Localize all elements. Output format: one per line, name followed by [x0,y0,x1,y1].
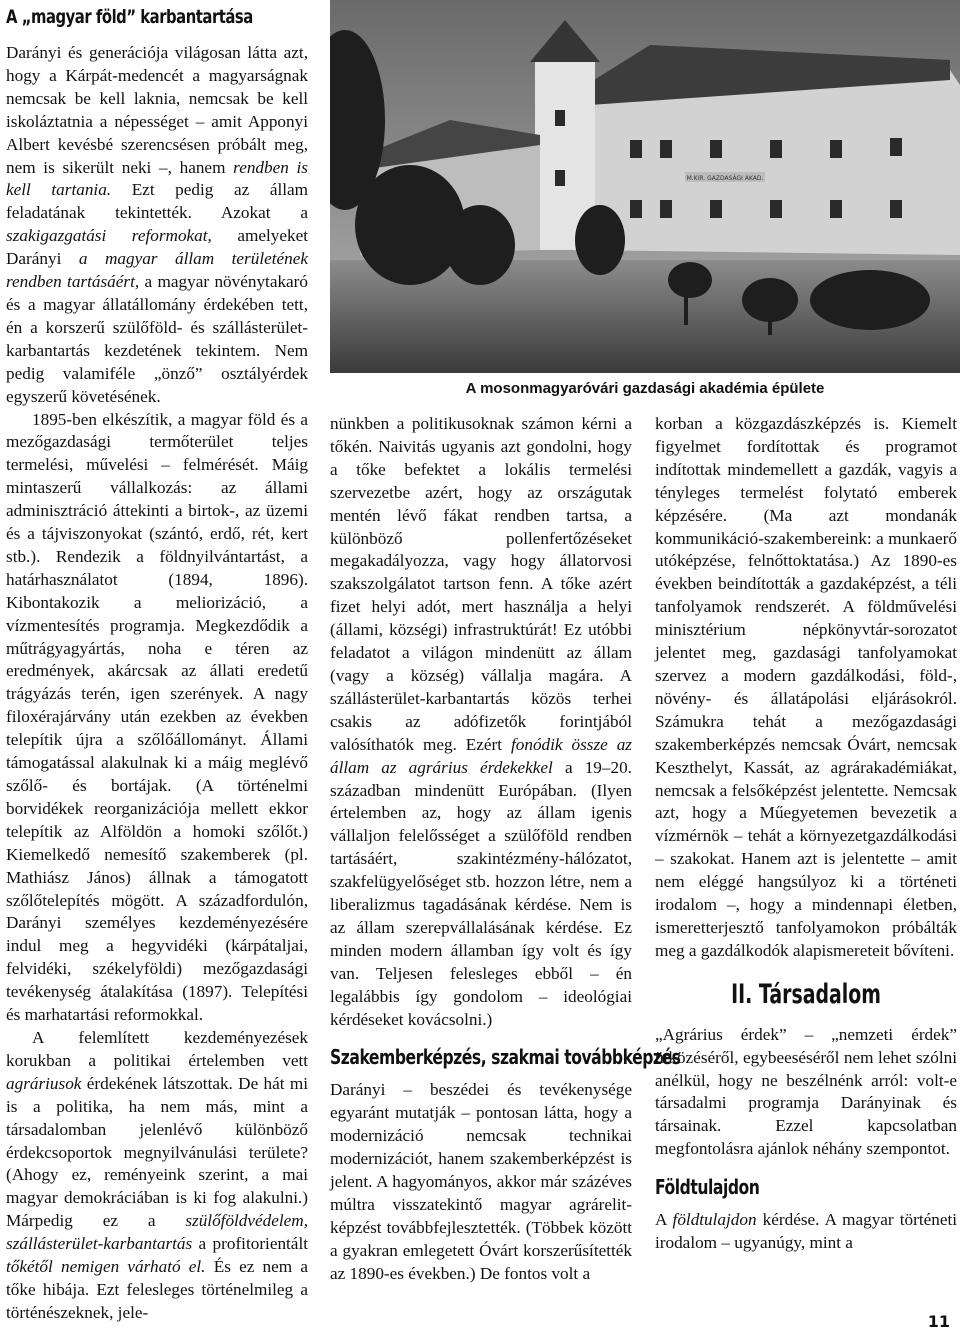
text: A felemlített kezdeményezések korukban a politikai értelemben vett [6,1027,308,1070]
text: érdekének látszottak. De hát mi is a politika, ha nem más, mint a társadalomban jelenlévő különböző érdekcsoportok megnyilvánulási területe? (Ahogy ez, reményeink szerint, a mai magyar demokráciában is ki fog alakulni.) Márpedig ez a [6,1073,308,1231]
italic-text: rendben is kell tartania. [6,157,308,200]
text: A [655,1210,673,1230]
page-heading: A „magyar föld” karbantartása [6,6,253,28]
building-sign: M.KIR. GAZDASÁGI AKAD. [686,175,764,182]
text: Ezt pedig az állam feladatának tekintették. Azokat a [6,180,308,223]
italic-text: a magyar állam területének rendben tartásáért, [6,249,308,292]
paragraph: „Agrárius érdek” – „nemzeti érdek” ütközéséről, egybeeséséről nem lehet szólni anélkül, hogy ne beszélnénk arról: volt-e társadalmi programja Darányinak és társainak. Ezzel kapcsolatban megfontolásra ajánlok néhány szempontot. [655,1024,957,1159]
text: nünkben a politikusoknak számon kérni a tőkén. Naivitás ugyanis azt gondolni, hogy a tőke befektet a lokális termelési szervezetbe azért, hogy az országutak mentén lévő fákat rendben tartsa, a különböző pollenfertőzéseket megakadályozza, vagy hogy állatorvosi szakszolgálatot tartson fenn. A tőke azért fizet helyi adót, mert használja a helyi (állami, községi) infrastruktúrát! Ez utóbbi feladatot a világon mindenütt az állam (vagy a község) vállalja magára. A szállásterület-karbantartás közös terhei csakis az adófizetők forintjából valósíthatók meg. Ezért [330,414,632,754]
photo-illustration [330,0,960,373]
column-1 [6,42,308,1325]
photo-caption: A mosonmagyaróvári gazdasági akadémia épülete [465,380,825,397]
italic-text: fonódik össze az állam az agrárius érdekekkel [330,734,632,777]
text: kérdése. A magyar történeti irodalom – ugyanúgy, mint a [655,1210,957,1253]
text: a 19–20. században mindenütt Európában. (Ilyen értelemben az, hogy az állam igenis vállaljon felelősséget a szülőföld rendben tartásáért, szakintézmény-hálózatot, szakfelügyelőséget stb. hozzon létre, nem a liberalizmus tagadásának kérdése. Nem is az állam szerepvállalásának kérdése. Ez minden modern államban így volt és így van. Teljesen felesleges ebből – én legalábbis így gondolom – ideológiai kérdéseket kovácsolni.) [330,757,632,1029]
paragraph: Darányi – beszédei és tevékenysége egyaránt mutatják – pontosan látta, hogy a modernizáció nemcsak technikai modernizációt, hanem szakemberképzést is jelent. A hagyományos, akkor már százéves múltra visszatekintő magyar agrárelit-képzést továbbfejlesztették. (Többek között a gyakran emlegetett Óvárt korszerűsítették az 1890-es években.) De fontos volt a [330,1080,632,1283]
text: a profitorientált [192,1234,308,1254]
italic-text: tőkétől nemigen várható el. [6,1257,206,1277]
paragraph [6,1027,308,1325]
subheading: Szakemberképzés, szakmai továbbképzés [330,1045,681,1070]
italic-text: szülőföldvédelem, szállásterület-karbantartás [6,1211,308,1254]
column-2 [330,413,681,1286]
paragraph: 1895-ben elkészítik, a magyar föld és a mezőgazdasági termőterület teljes termelési, művelési – felmérését. Máig mintaszerű vállalkozás: az állami adminisztráció áttekinti a birtok-, az üzemi és a tájviszonyokat (szántó, erdő, rét, kert stb.). Rendezik a földnyilvántartást, a határhasználatot (1894, 1896). Kibontakozik a meliorizáció, a vízmentesítés programja. Megkezdődik a műtrágyagyártás, noha e téren az eredmények, akárcsak az állati eredetű trágyázás terén, igen szerények. A nagy filoxérajárvány után ezekben az években telepítik újra a szőlőállományt. Állami támogatással alakulnak ki a máig meglévő szőlő- és bortájak. (A történelmi borvidékek reorganizációja mellett ekkor telepítik az Alföldön a homoki szőlőt.) Kiemelkedő nemesítő szakemberek (pl. Mathiász János) állnak a támogatott szőlőtelepítés mögött. A századfordulón, Darányi személyes kezdeményezésére indul meg a hegyvidéki (kárpátaljai, felvidéki, székelyföldi) mezőgazdasági tevékenység átalakítása (1897). Telepítési és marhatartási reformokkal. [6,409,308,1025]
subheading: Földtulajdon [655,1175,760,1200]
column-3 [655,413,957,1255]
italic-text: földtulajdon [672,1210,757,1230]
text: a magyar növénytakaró és a magyar állatállomány érdekében tett, én a korszerű szülőföld- és szállásterület-karbantartás kezdetének tekintem. Nem pedig valamiféle „önző” osztályérdek egyszerű követésének. [6,272,308,406]
building-photo [330,0,960,373]
text: És ez nem a tőke hibája. Ezt felesleges történelmileg a történészeknek, jele- [6,1257,308,1322]
italic-text: agráriusok [6,1073,82,1093]
section-title: II. Társadalom [731,978,881,1010]
paragraph: korban a közgazdászképzés is. Kiemelt figyelmet fordítottak és programot indítottak mindemellett a gazdák, vagyis a tényleges termelést folytató emberek képzésére. (Ma azt mondanák kommunikáció-szakembereink: a munkaerő utóképzése, felnőttoktatása.) Az 1890-es években beindították a gazdaképzést, a téli tanfolyamok rendszerét. A földművelési minisztérium népkönyvtár-sorozatot jelentet meg, gazdasági tanfolyamokat szervez a modern gazdálkodási, föld-, növény- és állatápolási eljárásokról. Számukra tehát a mezőgazdasági szakemberképzés nemcsak Óvárt, nemcsak Keszthelyt, Kassát, az agrárakadémiákat, nemcsak a felsőképzést jelentette. Nemcsak azt, hogy a Műegyetemen bevezetik a vízmérnök – tehát a környezetgazdálkodási – szakokat. Hanem azt is jelentette – amit nem eléggé hangsúlyoz ki a történeti irodalom –, hogy a mindennapi életben, ismeretterjesztő tanfolyamokon próbálták meg a gazdálkodók alapismereteit bővíteni. [655,414,957,960]
paragraph [6,42,308,409]
paragraph [330,413,632,1031]
page-number: 11 [927,1312,950,1331]
italic-text: szakigazgatási reformokat, [6,226,212,246]
text: Darányi és generációja világosan látta azt, hogy a Kárpát-medencét a magyarságnak nemcsak be kell laknia, nemcsak be kell iskoláztatnia a népességet – amit Apponyi Albert kevésbé szerencsésen próbált meg, nem is sikerült neki –, hanem [6,43,308,177]
paragraph [655,1209,957,1255]
text: amelyeket Darányi [6,226,308,269]
